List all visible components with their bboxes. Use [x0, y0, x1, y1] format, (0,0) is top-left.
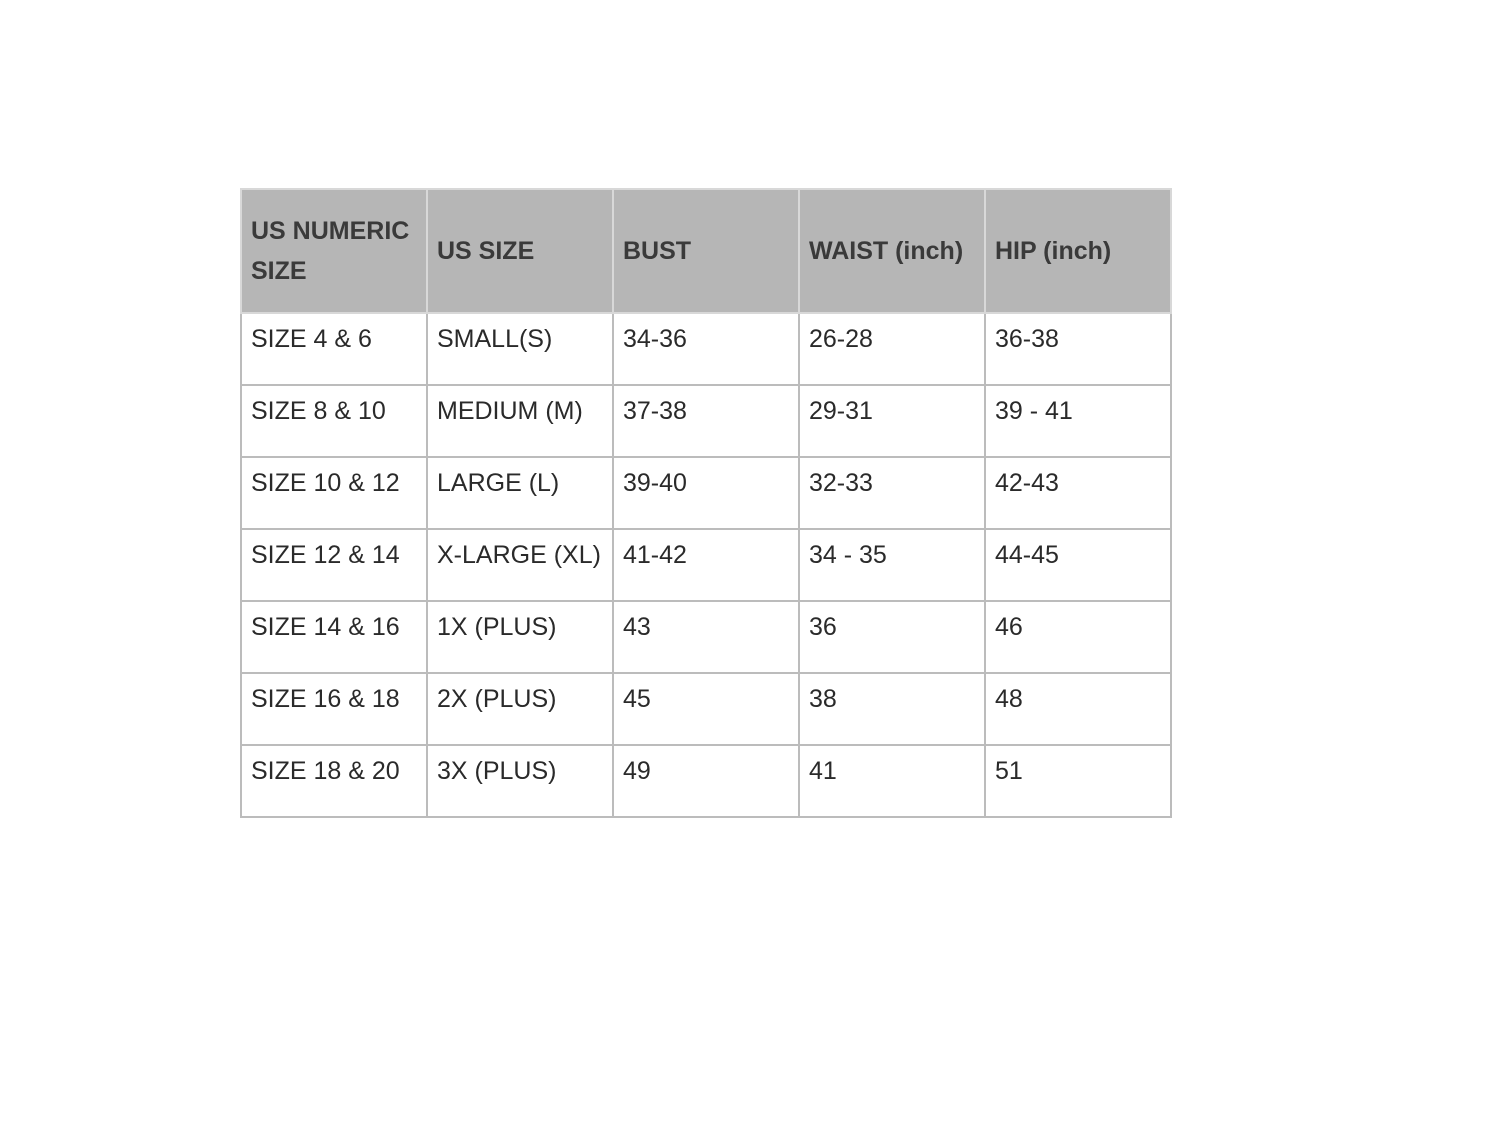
header-waist: WAIST (inch) [799, 189, 985, 313]
header-us-size: US SIZE [427, 189, 613, 313]
cell-us-size: X-LARGE (XL) [427, 529, 613, 601]
table-row [241, 673, 1171, 745]
header-bust: BUST [613, 189, 799, 313]
cell-waist: 41 [799, 745, 985, 817]
table-row [241, 313, 1171, 385]
cell-bust: 34-36 [613, 313, 799, 385]
cell-hip: 39 - 41 [985, 385, 1171, 457]
cell-us-size: 1X (PLUS) [427, 601, 613, 673]
cell-numeric-size: SIZE 12 & 14 [241, 529, 427, 601]
table-row [241, 745, 1171, 817]
cell-hip: 36-38 [985, 313, 1171, 385]
cell-hip: 51 [985, 745, 1171, 817]
table-row [241, 385, 1171, 457]
cell-waist: 26-28 [799, 313, 985, 385]
cell-bust: 49 [613, 745, 799, 817]
cell-numeric-size: SIZE 4 & 6 [241, 313, 427, 385]
cell-hip: 44-45 [985, 529, 1171, 601]
cell-numeric-size: SIZE 14 & 16 [241, 601, 427, 673]
header-row [241, 189, 1171, 313]
cell-bust: 39-40 [613, 457, 799, 529]
cell-numeric-size: SIZE 16 & 18 [241, 673, 427, 745]
cell-bust: 41-42 [613, 529, 799, 601]
size-chart-table [240, 188, 1172, 818]
cell-us-size: MEDIUM (M) [427, 385, 613, 457]
header-us-numeric-size: US NUMERIC SIZE [241, 189, 427, 313]
cell-bust: 45 [613, 673, 799, 745]
cell-us-size: 2X (PLUS) [427, 673, 613, 745]
table-row [241, 601, 1171, 673]
table-header [241, 189, 1171, 313]
cell-waist: 38 [799, 673, 985, 745]
cell-waist: 32-33 [799, 457, 985, 529]
header-hip: HIP (inch) [985, 189, 1171, 313]
table-row [241, 457, 1171, 529]
cell-bust: 43 [613, 601, 799, 673]
cell-numeric-size: SIZE 18 & 20 [241, 745, 427, 817]
table-row [241, 529, 1171, 601]
cell-hip: 42-43 [985, 457, 1171, 529]
cell-waist: 29-31 [799, 385, 985, 457]
cell-us-size: SMALL(S) [427, 313, 613, 385]
cell-numeric-size: SIZE 8 & 10 [241, 385, 427, 457]
cell-numeric-size: SIZE 10 & 12 [241, 457, 427, 529]
cell-hip: 46 [985, 601, 1171, 673]
cell-waist: 36 [799, 601, 985, 673]
cell-us-size: 3X (PLUS) [427, 745, 613, 817]
cell-bust: 37-38 [613, 385, 799, 457]
cell-us-size: LARGE (L) [427, 457, 613, 529]
table-body [241, 313, 1171, 817]
cell-waist: 34 - 35 [799, 529, 985, 601]
cell-hip: 48 [985, 673, 1171, 745]
